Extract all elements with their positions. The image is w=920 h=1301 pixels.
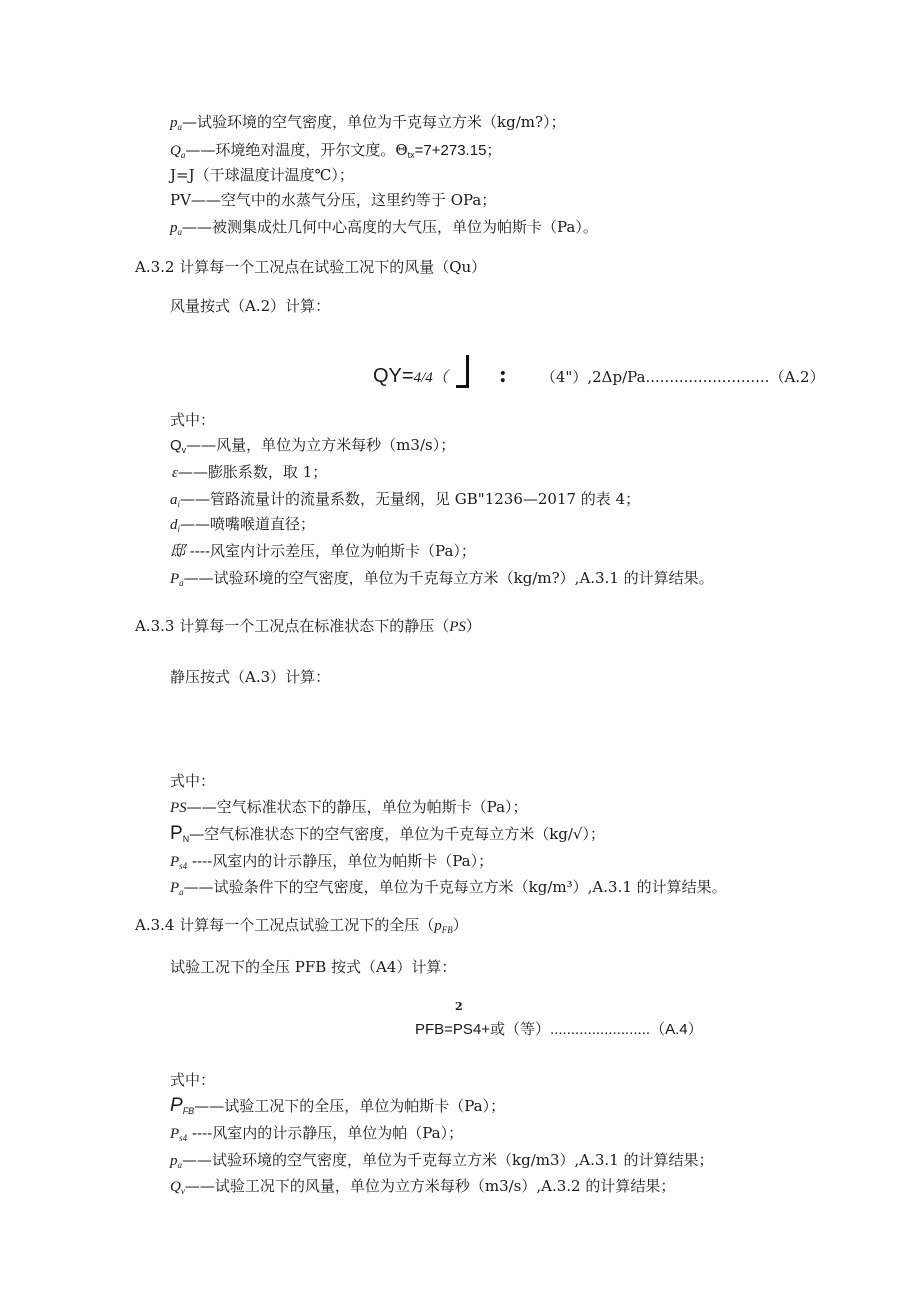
def-p-a-3 (170, 877, 727, 902)
def-delta-p (170, 541, 476, 562)
section-heading-a33 (135, 616, 481, 637)
symbol: P (170, 823, 183, 844)
formula-rhs: （4"）,2Δp/Pa..........................（A.2） (540, 368, 825, 386)
formula-coefficient: 4/4（ (413, 370, 448, 386)
def-d-i (170, 514, 315, 539)
symbol: a (170, 492, 178, 508)
symbol: Q (170, 1179, 181, 1195)
formula-a4 (415, 1018, 703, 1039)
formula-intro: 静压按式（A.3）计算： (170, 668, 331, 686)
def-a-i (170, 489, 640, 514)
subscript: s4 (179, 861, 188, 871)
subscript: FB (182, 1106, 195, 1116)
heading-text: A.3.4 计算每一个工况点试验工况下的全压（ (135, 916, 435, 934)
heading-close: ） (465, 617, 481, 635)
subscript-2: tx (407, 150, 415, 160)
definition-text: ——喷嘴喉道直径； (180, 515, 316, 533)
definition-text: ——试验环境的空气密度，单位为千克每立方米（kg∕m3）,A.3.1 的计算结果； (182, 1151, 714, 1169)
formula-intro: 试验工况下的全压 PFB 按式（A4）计算： (170, 958, 457, 976)
definition-text: ——管路流量计的流量系数，无量纲，见 GB"1236—2017 的表 4； (180, 490, 641, 508)
symbol: ε (172, 465, 178, 481)
where-label: 式中： (170, 772, 216, 790)
subscript: a (177, 122, 182, 132)
def-q-v (170, 435, 455, 460)
symbol: P (170, 1126, 180, 1142)
subscript: N (182, 834, 190, 844)
def-p-s4-2 (170, 1123, 463, 1148)
symbol: p (170, 1153, 178, 1169)
formula-body: PFB=PS4+或（等）........................（A.4） (415, 1021, 703, 1038)
definition-text: —试验环境的空气密度，单位为千克每立方米（kg∕m?）； (182, 113, 566, 131)
def-rho-n (170, 824, 605, 849)
section-heading-a32: A.3.2 计算每一个工况点在试验工况下的风量（Qu） (135, 258, 487, 276)
definition-text: ——空气标准状态下的静压，单位为帕斯卡（Pa）； (186, 798, 528, 816)
definition-text: ——膨胀系数，取 1； (177, 463, 328, 481)
subscript: s4 (179, 1133, 188, 1143)
def-rho-a (170, 112, 566, 137)
definition-text: —空气标准状态下的空气密度，单位为千克每立方米（kg∕√）； (189, 825, 605, 843)
definition-text: ——风量，单位为立方米每秒（m3∕s）； (186, 436, 456, 454)
def-j (170, 165, 354, 185)
formula-bracket (456, 355, 469, 388)
symbol: p (170, 115, 178, 131)
subscript: a (179, 578, 184, 588)
definition-text: ——试验工况下的全压，单位为帕斯卡（Pa）； (194, 1097, 506, 1115)
subscript: v (181, 445, 187, 455)
symbol: d (170, 517, 178, 533)
definition-text: PV——空气中的水蒸气分压，这里约等于 OPa； (170, 191, 497, 209)
heading-symbol: PS (449, 619, 466, 635)
def-q-v-2 (170, 1176, 675, 1201)
formula-colon: : (498, 362, 507, 388)
subscript: i (177, 499, 181, 509)
formula-lhs: QY= (373, 365, 414, 387)
subscript: a (180, 150, 186, 160)
definition-text: ----风室内的计示静压，单位为帕斯卡（Pa）； (187, 852, 494, 870)
definition-text: ——被测集成灶几何中心高度的大气压，单位为帕斯卡（Pa）。 (182, 218, 598, 236)
definition-text: ----风室内的计示静压，单位为帕（Pa）； (187, 1124, 464, 1142)
def-ps (170, 797, 528, 818)
definition-text: ——试验环境的空气密度，单位为千克每立方米（kg∕m?）,A.3.1 的计算结果。 (183, 569, 714, 587)
def-p-fb (170, 1096, 505, 1121)
heading-subscript: FB (441, 925, 453, 935)
symbol: 邸 (170, 544, 186, 560)
symbol: Q (170, 437, 182, 454)
definition-text-2: =7+273.15； (414, 142, 502, 159)
def-q-a (170, 140, 501, 165)
symbol: P (170, 1095, 183, 1116)
section-heading-a34 (135, 915, 468, 940)
heading-text: A.3.3 计算每一个工况点在标准状态下的静压（ (135, 617, 450, 635)
formula-superscript: 2 (455, 1000, 463, 1013)
definition-text: ----风室内计示差压，单位为帕斯卡（Pa）； (185, 542, 476, 560)
symbol: PS (170, 800, 187, 816)
subscript: a (177, 1160, 182, 1170)
def-p-a (170, 217, 598, 242)
subscript: a (179, 887, 184, 897)
where-label: 式中： (170, 411, 216, 429)
def-epsilon (172, 462, 327, 483)
formula-a2 (373, 355, 825, 388)
symbol: p (170, 220, 178, 236)
heading-symbol: p (434, 918, 442, 934)
subscript: i (177, 524, 181, 534)
def-p-s4 (170, 851, 493, 876)
subscript: a (177, 227, 182, 237)
symbol: P (170, 854, 180, 870)
def-pv (170, 190, 496, 210)
symbol: P (170, 880, 180, 896)
heading-close: ） (452, 916, 468, 934)
subscript: v (180, 1186, 185, 1196)
where-label: 式中： (170, 1071, 216, 1089)
def-rho-a-4 (170, 1150, 714, 1175)
definition-text: J=J（干球温度计温度℃）； (170, 166, 354, 184)
definition-text: ——试验工况下的风量，单位为立方米每秒（m3∕s）,A.3.2 的计算结果； (184, 1177, 676, 1195)
symbol: P (170, 571, 180, 587)
def-p-a-2 (170, 568, 714, 593)
symbol: Q (170, 143, 181, 159)
definition-text: ——环境绝对温度，开尔文度。Θ (185, 141, 408, 159)
definition-text: ——试验条件下的空气密度，单位为千克每立方米（kg∕m³）,A.3.1 的计算结果。 (183, 878, 727, 896)
formula-intro: 风量按式（A.2）计算： (170, 297, 331, 315)
